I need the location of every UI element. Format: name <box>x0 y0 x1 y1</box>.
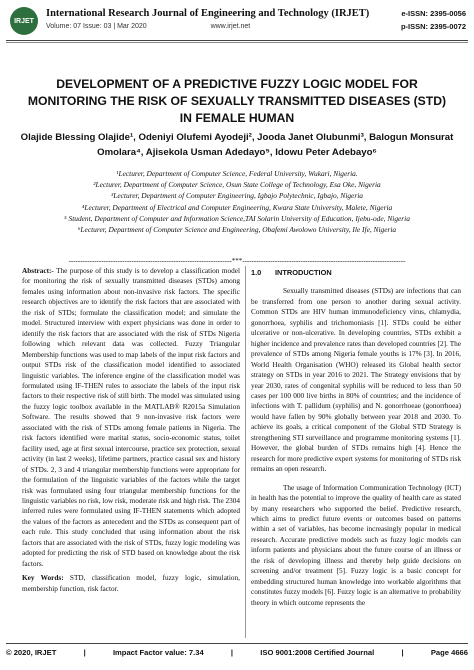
paragraph: Sexually transmitted diseases (STDs) are infections that can be transferred from one person to another during sexual activity. Common STDs are HIV human immunodeficiency virus, chlamydia, gonorrhoea, syphilis and trichomoniasis [1]. STDs could be either ulcerative or non-ulcerative. In developing countries, STDs exhibit a higher incidence and prevalence rates than developed countries [2]. The prevalence of STDs among Nigeria female youths is 17% [3]. In 2016, World Health Organisation (WHO) released its Global health sector strategy on STDs in year 2016 to 2021. The Strategy envisions that by year 2030, rates of congenital syphilis will be reduced to less than 50 cases per 100 000 live births in 80% of countries; and the incidence of infections with T. pallidum (syphilis) and N. gonorrhoeae (gonorrhoea) would have fallen by 90% globally between year 2018 and 2030. To achieve its goals, a critical component of the Global STD Strategy is strengthening STI surveillance and programme monitoring systems [1]. However, the global burden of STDs remains high [4]. Hence the research for more predictive expert systems for monitoring of STDs risk remains an open research. <box>251 287 461 474</box>
section-heading <box>251 268 461 278</box>
column-divider <box>245 266 246 638</box>
introduction-column <box>251 266 461 616</box>
header-rule-thin <box>6 42 468 43</box>
e-issn: e-ISSN: 2395-0056 <box>401 9 466 18</box>
abstract <box>22 266 240 569</box>
paper-title <box>10 76 464 127</box>
affiliation: ⁶Lecturer, Department of Computer Science and Engineering, Obafemi Awolowo University, Ile Ife, Nigeria <box>77 225 397 235</box>
authors-line: Olajide Blessing Olajide¹, Odeniyi Olufemi Ayodeji², Jooda Janet Olubunmi³, Balogun Monsurat <box>20 132 454 143</box>
volume-issue: Volume: 07 Issue: 03 | Mar 2020 <box>46 23 147 30</box>
abstract-label: Abstract:- <box>22 267 54 275</box>
affiliation: ²Lecturer, Department of Computer Science, Osun State College of Technology, Esa Oke, Nigeria <box>93 180 381 190</box>
affiliation: ⁵ Student, Department of Computer and Information Science,TAI Solarin University of Education, Ijebu-ode, Nigeria <box>64 213 410 223</box>
journal-website[interactable]: www.irjet.net <box>210 23 251 30</box>
authors-line: Omolara⁴, Ajisekola Usman Adedayo⁵, Idowu Peter Adebayo⁶ <box>97 147 377 158</box>
affiliation: ¹Lecturer, Department of Computer Science, Federal University, Wukari, Nigeria. <box>116 169 358 178</box>
affiliation: ⁴Lecturer, Department of Electrical and Computer Engineering, Kwara State University, Malete, Nigeria <box>81 202 393 212</box>
p-issn: p-ISSN: 2395-0072 <box>400 22 466 31</box>
iso-certification: ISO 9001:2008 Certified Journal <box>260 648 375 657</box>
section-separator: ----------------------------------------------------------------------***---------------------------------------------------------------------- <box>68 257 406 265</box>
journal-title: International Research Journal of Engineering and Technology (IRJET) <box>46 8 370 19</box>
author-list <box>10 130 464 160</box>
affiliation: ³Lecturer, Department of Computer Engineering, Igbajo Polytechnic, Igbajo, Nigeria <box>111 191 363 201</box>
keywords-label: Key Words: <box>22 574 64 583</box>
volume-info <box>46 23 250 30</box>
abstract-text: The purpose of this study is to develop a classification model for monitoring the risk of sexually transmitted diseases (STDs) among females using information about non-invasive risk factors. The specific research objectives are to identify the risk factors that are associated with the risk of STDs; formulate the classification model; and simulate the model. Structured interview with expert physicians was done in order to identify the risk factors that are associated with the risk of STDs Nigeria following which relevant data was collected. Fuzzy Triangular Membership functions was used to map labels of the input risk factors and output STDs risk of the classification model identified to associated linguistic variables. The inference engine of the classification model was formulated using IF-THEN rules to associate the labels of the input risk factors to their respective risk of still birth. The model was simulated using the fuzzy logic toolbox available in the MATLAB® R2015a Simulation Software. The results showed that 9 non-invasive risk factors were associated with the risk of STDs among female patients in Nigeria. The risk factors identified were marital status, socio-economic status, toilet facility used, age at first sexual intercourse, practice sex protection, sexual activity (in last 2 weeks), lifetime partners, practice casual sex and history of STDs. 2, 3 and 4 triangular membership functions were appropriate for the formulation of the linguistic variables of the factors while the target risk was formulated using four triangular membership functions for the linguistic variables no risk, low risk, moderate risk and high risk. The 2304 inferred rules were formulated using IF-THEN statements which adopted the values of the factors as antecedent and the STDs as consequent part of each rule. This study concluded that using information about the risk factors that are associated with the risk of STDs, fuzzy logic modeling was adopted for predicting the risk of STD based on knowledge about the risk factors. <box>22 267 240 568</box>
title-line: IN FEMALE HUMAN <box>179 111 295 125</box>
keywords <box>22 573 240 594</box>
title-line: DEVELOPMENT OF A PREDICTIVE FUZZY LOGIC MODEL FOR <box>56 77 418 91</box>
footer-rule <box>6 643 468 644</box>
title-line: MONITORING THE RISK OF SEXUALLY TRANSMITTED DISEASES (STD) <box>27 94 447 108</box>
section-number: 1.0 <box>251 268 262 277</box>
footer-separator: | <box>83 648 86 657</box>
copyright: © 2020, IRJET <box>6 648 57 657</box>
keywords-text: STD, classification model, fuzzy logic, simulation, membership function, risk factor. <box>22 574 240 593</box>
impact-factor: Impact Factor value: 7.34 <box>112 648 204 657</box>
page-footer <box>6 648 468 657</box>
journal-header <box>6 6 468 36</box>
page-number: Page 4666 <box>430 648 468 657</box>
footer-separator: | <box>230 648 234 657</box>
section-title: INTRODUCTION <box>275 268 332 277</box>
footer-separator: | <box>401 648 404 657</box>
affiliations <box>6 168 468 235</box>
header-rule <box>6 40 468 41</box>
irjet-logo: IRJET <box>10 7 38 35</box>
abstract-column <box>22 266 240 594</box>
paragraph: The usage of Information Communication Technology (ICT) in health has the potential to improve the quality of health care as stated by many researchers who supported the belief. Predictive research, which aims to predict future events or outcomes based on patterns within a set of variables, has become increasingly popular in medical research. Accurate predictive models such as fuzzy logic models can inform patients and physicians about the future course of an illness or the risk of developing illness and thereby help guide decisions on screening and/or treatment [5]. Fuzzy logic is a basic concept for embedding structured human knowledge into workable algorithms that constitutes fuzzy models [6]. Fuzzy logic is an alternative to probability theory in which outcome represents the <box>251 483 461 607</box>
